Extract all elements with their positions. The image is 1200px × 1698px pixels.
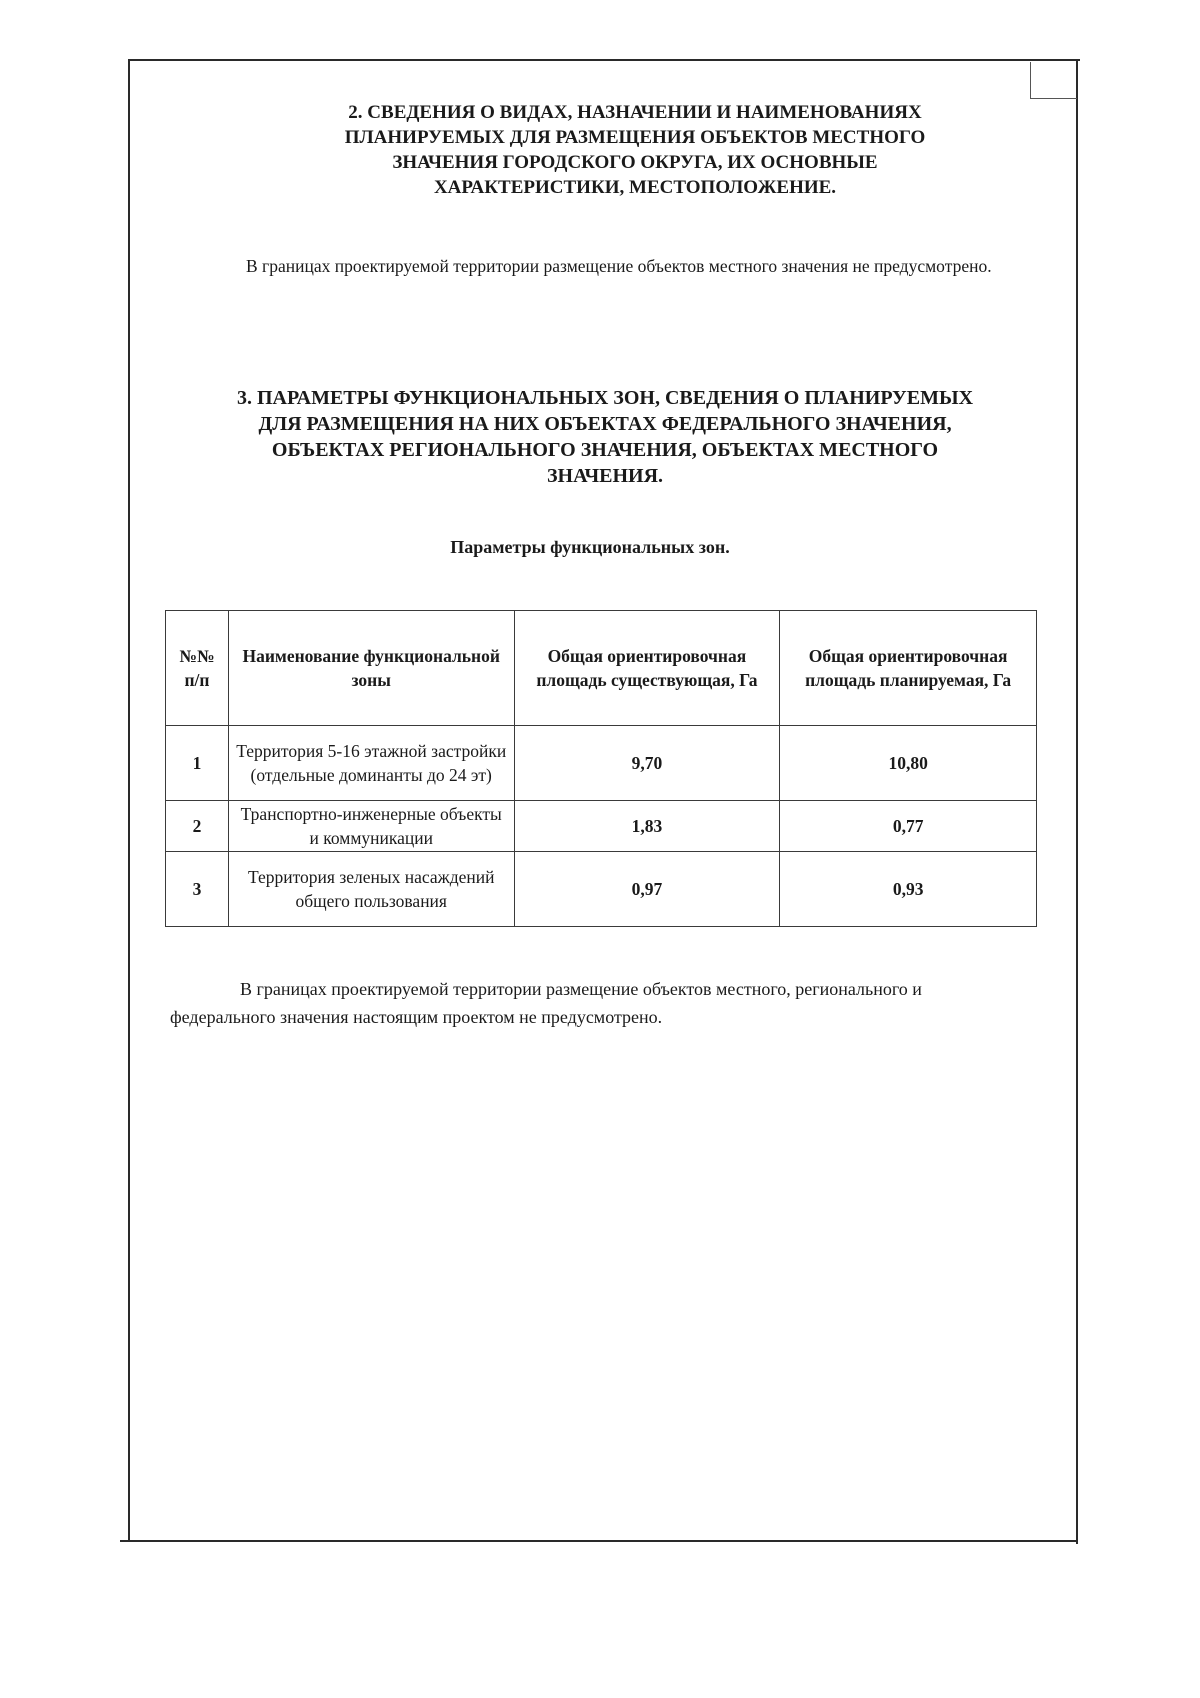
table-row	[166, 801, 1037, 852]
section-2-paragraph: В границах проектируемой территории размещение объектов местного значения не предусмотрено.	[246, 256, 992, 276]
row-existing-area: 9,70	[514, 726, 780, 801]
functional-zones-table	[165, 610, 1037, 927]
header-zone-name: Наименование функциональной зоны	[228, 611, 514, 726]
header-planned-area: Общая ориентировочная площадь планируемая, Га	[780, 611, 1037, 726]
corner-stamp-box	[1030, 62, 1077, 99]
row-number: 3	[166, 852, 229, 927]
section-3-paragraph: В границах проектируемой территории размещение объектов местного, регионального и федерального значения настоящим проектом не предусмотрено.	[170, 979, 922, 1027]
page-frame-bottom	[120, 1540, 1078, 1542]
row-number: 1	[166, 726, 229, 801]
table-header-row	[166, 611, 1037, 726]
table-row	[166, 852, 1037, 927]
table-caption: Параметры функциональных зон.	[450, 537, 730, 557]
page-frame-top	[128, 59, 1080, 61]
header-existing-area: Общая ориентировочная площадь существующая, Га	[514, 611, 780, 726]
row-number: 2	[166, 801, 229, 852]
row-zone-name: Территория 5-16 этажной застройки (отдельные доминанты до 24 эт)	[228, 726, 514, 801]
row-zone-name: Транспортно-инженерные объекты и коммуникации	[228, 801, 514, 852]
row-zone-name: Территория зеленых насаждений общего пользования	[228, 852, 514, 927]
row-planned-area: 0,93	[780, 852, 1037, 927]
row-planned-area: 10,80	[780, 726, 1037, 801]
row-planned-area: 0,77	[780, 801, 1037, 852]
row-existing-area: 1,83	[514, 801, 780, 852]
page-frame-left	[128, 59, 130, 1542]
table-row	[166, 726, 1037, 801]
row-existing-area: 0,97	[514, 852, 780, 927]
section-2-title: 2. СВЕДЕНИЯ О ВИДАХ, НАЗНАЧЕНИИ И НАИМЕНОВАНИЯХ ПЛАНИРУЕМЫХ ДЛЯ РАЗМЕЩЕНИЯ ОБЪЕКТОВ МЕСТНОГО ЗНАЧЕНИЯ ГОРОДСКОГО ОКРУГА, ИХ ОСНОВНЫЕ ХАРАКТЕРИСТИКИ, МЕСТОПОЛОЖЕНИЕ.	[344, 102, 926, 198]
header-number: №№ п/п	[166, 611, 229, 726]
page-frame-right	[1076, 59, 1078, 1544]
section-3-title: 3. ПАРАМЕТРЫ ФУНКЦИОНАЛЬНЫХ ЗОН, СВЕДЕНИЯ О ПЛАНИРУЕМЫХ ДЛЯ РАЗМЕЩЕНИЯ НА НИХ ОБЪЕКТАХ ФЕДЕРАЛЬНОГО ЗНАЧЕНИЯ, ОБЪЕКТАХ РЕГИОНАЛЬНОГО ЗНАЧЕНИЯ, ОБЪЕКТАХ МЕСТНОГО ЗНАЧЕНИЯ.	[236, 387, 974, 487]
